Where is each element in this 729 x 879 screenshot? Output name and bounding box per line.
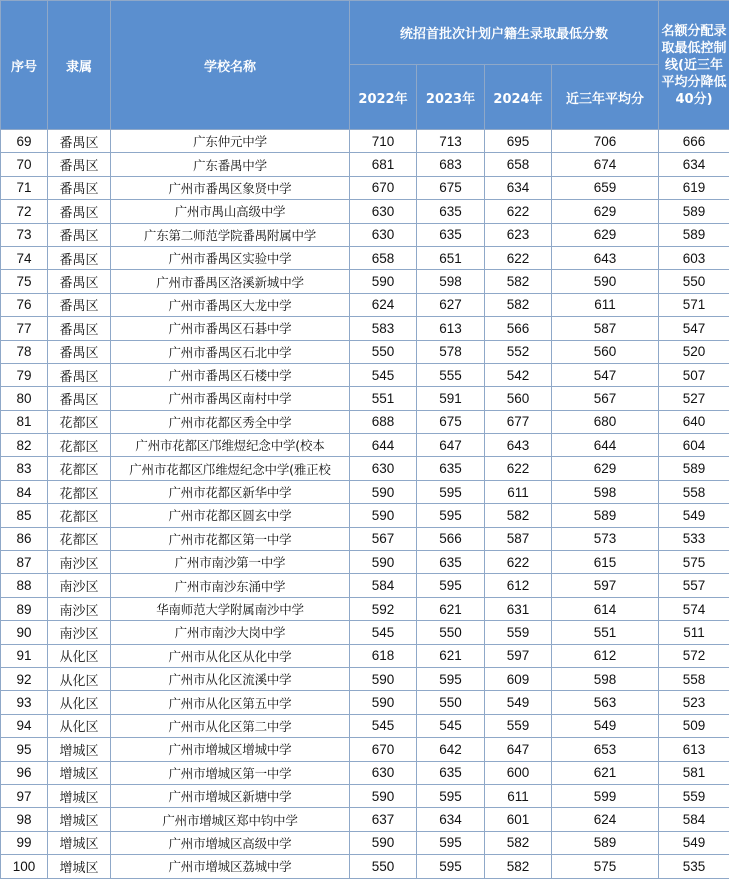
- cell-average: 547: [552, 363, 659, 386]
- cell-seq: 88: [1, 574, 48, 597]
- cell-seq: 89: [1, 597, 48, 620]
- cell-school: 广州市番禺区象贤中学: [111, 176, 350, 199]
- cell-average: 629: [552, 223, 659, 246]
- table-row: [1, 176, 729, 199]
- cell-2024: 634: [485, 176, 552, 199]
- cell-2023: 598: [417, 270, 485, 293]
- cell-district: 花都区: [48, 410, 111, 433]
- cell-2022: 637: [350, 808, 417, 831]
- table-row: [1, 714, 729, 737]
- cell-2022: 590: [350, 504, 417, 527]
- cell-seq: 93: [1, 691, 48, 714]
- cell-school: 广州市花都区邝维煜纪念中学(雅正校: [111, 457, 350, 480]
- table-row: [1, 808, 729, 831]
- cell-2024: 622: [485, 246, 552, 269]
- cell-average: 589: [552, 831, 659, 854]
- cell-2024: 622: [485, 551, 552, 574]
- cell-average: 643: [552, 246, 659, 269]
- cell-2023: 642: [417, 738, 485, 761]
- cell-average: 587: [552, 317, 659, 340]
- header-school: 学校名称: [111, 1, 350, 130]
- cell-seq: 77: [1, 317, 48, 340]
- cell-district: 番禺区: [48, 130, 111, 153]
- cell-average: 611: [552, 293, 659, 316]
- cell-seq: 83: [1, 457, 48, 480]
- cell-seq: 69: [1, 130, 48, 153]
- cell-2022: 545: [350, 363, 417, 386]
- cell-average: 549: [552, 714, 659, 737]
- cell-2024: 611: [485, 480, 552, 503]
- cell-2024: 552: [485, 340, 552, 363]
- cell-2023: 595: [417, 504, 485, 527]
- cell-quota: 509: [659, 714, 729, 737]
- cell-average: 629: [552, 200, 659, 223]
- table-row: [1, 340, 729, 363]
- cell-school: 广州市花都区邝维煜纪念中学(校本: [111, 434, 350, 457]
- cell-2022: 630: [350, 457, 417, 480]
- cell-2023: 550: [417, 621, 485, 644]
- cell-school: 广州市从化区从化中学: [111, 644, 350, 667]
- cell-2022: 550: [350, 340, 417, 363]
- table-row: [1, 738, 729, 761]
- cell-average: 706: [552, 130, 659, 153]
- cell-2022: 670: [350, 738, 417, 761]
- cell-quota: 619: [659, 176, 729, 199]
- cell-2022: 670: [350, 176, 417, 199]
- cell-average: 674: [552, 153, 659, 176]
- cell-district: 南沙区: [48, 597, 111, 620]
- cell-district: 番禺区: [48, 223, 111, 246]
- cell-district: 从化区: [48, 691, 111, 714]
- cell-district: 南沙区: [48, 574, 111, 597]
- cell-school: 广州市南沙东涌中学: [111, 574, 350, 597]
- cell-2024: 560: [485, 387, 552, 410]
- cell-2023: 635: [417, 200, 485, 223]
- table-row: [1, 387, 729, 410]
- cell-school: 广州市番禺区南村中学: [111, 387, 350, 410]
- cell-school: 广州市增城区郑中钧中学: [111, 808, 350, 831]
- cell-district: 花都区: [48, 504, 111, 527]
- cell-district: 增城区: [48, 738, 111, 761]
- cell-2022: 567: [350, 527, 417, 550]
- cell-2023: 591: [417, 387, 485, 410]
- cell-district: 番禺区: [48, 387, 111, 410]
- cell-2023: 621: [417, 644, 485, 667]
- cell-district: 番禺区: [48, 200, 111, 223]
- cell-2023: 595: [417, 480, 485, 503]
- cell-quota: 603: [659, 246, 729, 269]
- cell-2022: 590: [350, 480, 417, 503]
- cell-seq: 90: [1, 621, 48, 644]
- cell-quota: 571: [659, 293, 729, 316]
- cell-district: 花都区: [48, 527, 111, 550]
- cell-quota: 634: [659, 153, 729, 176]
- cell-2023: 595: [417, 831, 485, 854]
- cell-2024: 542: [485, 363, 552, 386]
- cell-school: 广州市番禺区石碁中学: [111, 317, 350, 340]
- table-row: [1, 200, 729, 223]
- header-seq: 序号: [1, 1, 48, 130]
- cell-quota: 584: [659, 808, 729, 831]
- cell-average: 598: [552, 667, 659, 690]
- cell-seq: 91: [1, 644, 48, 667]
- cell-2024: 611: [485, 784, 552, 807]
- cell-average: 575: [552, 855, 659, 878]
- cell-2022: 584: [350, 574, 417, 597]
- cell-quota: 527: [659, 387, 729, 410]
- cell-average: 590: [552, 270, 659, 293]
- cell-quota: 589: [659, 200, 729, 223]
- cell-school: 广东仲元中学: [111, 130, 350, 153]
- cell-2022: 630: [350, 761, 417, 784]
- table-row: [1, 457, 729, 480]
- cell-school: 广州市增城区第一中学: [111, 761, 350, 784]
- cell-district: 增城区: [48, 808, 111, 831]
- cell-quota: 613: [659, 738, 729, 761]
- cell-quota: 640: [659, 410, 729, 433]
- cell-2023: 578: [417, 340, 485, 363]
- cell-seq: 85: [1, 504, 48, 527]
- cell-2023: 566: [417, 527, 485, 550]
- table-header: [1, 1, 729, 130]
- cell-2024: 623: [485, 223, 552, 246]
- cell-quota: 550: [659, 270, 729, 293]
- cell-school: 广州市番禺区大龙中学: [111, 293, 350, 316]
- cell-school: 广州市增城区高级中学: [111, 831, 350, 854]
- cell-2023: 647: [417, 434, 485, 457]
- table-row: [1, 527, 729, 550]
- cell-school: 广州市番禺区实验中学: [111, 246, 350, 269]
- cell-seq: 98: [1, 808, 48, 831]
- cell-2024: 643: [485, 434, 552, 457]
- cell-district: 南沙区: [48, 621, 111, 644]
- table-row: [1, 130, 729, 153]
- cell-quota: 520: [659, 340, 729, 363]
- cell-2023: 550: [417, 691, 485, 714]
- cell-seq: 95: [1, 738, 48, 761]
- table-row: [1, 667, 729, 690]
- cell-2023: 595: [417, 667, 485, 690]
- cell-school: 广州市番禺区石北中学: [111, 340, 350, 363]
- table-row: [1, 831, 729, 854]
- cell-quota: 589: [659, 457, 729, 480]
- cell-seq: 79: [1, 363, 48, 386]
- cell-2022: 630: [350, 200, 417, 223]
- cell-2024: 658: [485, 153, 552, 176]
- cell-2022: 590: [350, 270, 417, 293]
- cell-2024: 609: [485, 667, 552, 690]
- cell-average: 644: [552, 434, 659, 457]
- cell-district: 番禺区: [48, 153, 111, 176]
- table-row: [1, 293, 729, 316]
- table-row: [1, 246, 729, 269]
- table-row: [1, 270, 729, 293]
- cell-2024: 582: [485, 831, 552, 854]
- cell-average: 598: [552, 480, 659, 503]
- cell-school: 广州市增城区增城中学: [111, 738, 350, 761]
- table-row: [1, 317, 729, 340]
- cell-2023: 634: [417, 808, 485, 831]
- cell-average: 621: [552, 761, 659, 784]
- cell-2023: 713: [417, 130, 485, 153]
- cell-2022: 630: [350, 223, 417, 246]
- cell-quota: 535: [659, 855, 729, 878]
- table-row: [1, 504, 729, 527]
- table-row: [1, 153, 729, 176]
- cell-2022: 545: [350, 621, 417, 644]
- cell-average: 659: [552, 176, 659, 199]
- cell-school: 广州市花都区秀全中学: [111, 410, 350, 433]
- cell-2023: 635: [417, 761, 485, 784]
- table-row: [1, 551, 729, 574]
- cell-2024: 622: [485, 200, 552, 223]
- cell-school: 广州市增城区荔城中学: [111, 855, 350, 878]
- cell-2024: 582: [485, 293, 552, 316]
- cell-average: 567: [552, 387, 659, 410]
- cell-average: 551: [552, 621, 659, 644]
- cell-seq: 86: [1, 527, 48, 550]
- cell-quota: 558: [659, 667, 729, 690]
- cell-2022: 590: [350, 831, 417, 854]
- cell-average: 624: [552, 808, 659, 831]
- cell-seq: 70: [1, 153, 48, 176]
- cell-average: 680: [552, 410, 659, 433]
- cell-quota: 547: [659, 317, 729, 340]
- cell-average: 612: [552, 644, 659, 667]
- cell-2023: 595: [417, 784, 485, 807]
- cell-district: 南沙区: [48, 551, 111, 574]
- cell-school: 广州市南沙第一中学: [111, 551, 350, 574]
- table-row: [1, 644, 729, 667]
- table-row: [1, 855, 729, 878]
- cell-2022: 681: [350, 153, 417, 176]
- table-row: [1, 761, 729, 784]
- cell-district: 从化区: [48, 714, 111, 737]
- cell-district: 从化区: [48, 667, 111, 690]
- cell-quota: 507: [659, 363, 729, 386]
- cell-quota: 604: [659, 434, 729, 457]
- cell-district: 花都区: [48, 457, 111, 480]
- cell-seq: 94: [1, 714, 48, 737]
- cell-average: 615: [552, 551, 659, 574]
- cell-quota: 549: [659, 504, 729, 527]
- cell-2024: 695: [485, 130, 552, 153]
- cell-school: 广州市南沙大岗中学: [111, 621, 350, 644]
- cell-seq: 78: [1, 340, 48, 363]
- cell-2024: 559: [485, 621, 552, 644]
- cell-seq: 82: [1, 434, 48, 457]
- cell-2022: 644: [350, 434, 417, 457]
- cell-2024: 612: [485, 574, 552, 597]
- cell-seq: 80: [1, 387, 48, 410]
- cell-2024: 587: [485, 527, 552, 550]
- header-group-title: 统招首批次计划户籍生录取最低分数: [350, 1, 659, 65]
- cell-quota: 572: [659, 644, 729, 667]
- table-row: [1, 480, 729, 503]
- cell-seq: 84: [1, 480, 48, 503]
- cell-2022: 590: [350, 784, 417, 807]
- cell-school: 广州市花都区圆玄中学: [111, 504, 350, 527]
- cell-quota: 533: [659, 527, 729, 550]
- cell-2024: 622: [485, 457, 552, 480]
- cell-school: 广州市从化区流溪中学: [111, 667, 350, 690]
- cell-2024: 600: [485, 761, 552, 784]
- header-2022: 2022年: [350, 65, 417, 130]
- cell-2023: 595: [417, 855, 485, 878]
- cell-2022: 545: [350, 714, 417, 737]
- cell-2022: 624: [350, 293, 417, 316]
- cell-2023: 635: [417, 551, 485, 574]
- cell-average: 589: [552, 504, 659, 527]
- cell-quota: 574: [659, 597, 729, 620]
- header-average: 近三年平均分: [552, 65, 659, 130]
- cell-2024: 582: [485, 504, 552, 527]
- cell-2022: 551: [350, 387, 417, 410]
- cell-seq: 71: [1, 176, 48, 199]
- table-row: [1, 410, 729, 433]
- cell-district: 番禺区: [48, 270, 111, 293]
- cell-2022: 590: [350, 551, 417, 574]
- cell-district: 增城区: [48, 784, 111, 807]
- cell-2023: 635: [417, 457, 485, 480]
- cell-2023: 545: [417, 714, 485, 737]
- cell-seq: 100: [1, 855, 48, 878]
- cell-quota: 549: [659, 831, 729, 854]
- cell-2023: 675: [417, 176, 485, 199]
- cell-average: 563: [552, 691, 659, 714]
- cell-quota: 557: [659, 574, 729, 597]
- cell-2024: 582: [485, 855, 552, 878]
- cell-average: 560: [552, 340, 659, 363]
- cell-quota: 581: [659, 761, 729, 784]
- cell-quota: 575: [659, 551, 729, 574]
- cell-school: 广州市禺山高级中学: [111, 200, 350, 223]
- table-body: [1, 130, 729, 879]
- cell-2024: 566: [485, 317, 552, 340]
- cell-average: 597: [552, 574, 659, 597]
- cell-seq: 92: [1, 667, 48, 690]
- table-row: [1, 621, 729, 644]
- cell-seq: 74: [1, 246, 48, 269]
- cell-2023: 683: [417, 153, 485, 176]
- cell-school: 广州市花都区第一中学: [111, 527, 350, 550]
- cell-school: 广州市增城区新塘中学: [111, 784, 350, 807]
- cell-2024: 582: [485, 270, 552, 293]
- table-row: [1, 223, 729, 246]
- cell-quota: 589: [659, 223, 729, 246]
- cell-seq: 73: [1, 223, 48, 246]
- cell-school: 广州市从化区第二中学: [111, 714, 350, 737]
- cell-district: 花都区: [48, 434, 111, 457]
- cell-school: 广州市番禺区石楼中学: [111, 363, 350, 386]
- cell-seq: 72: [1, 200, 48, 223]
- cell-2023: 621: [417, 597, 485, 620]
- header-quota: 名额分配录取最低控制线(近三年平均分降低40分): [659, 1, 729, 130]
- cell-2023: 555: [417, 363, 485, 386]
- cell-seq: 87: [1, 551, 48, 574]
- table-row: [1, 784, 729, 807]
- table-row: [1, 434, 729, 457]
- cell-school: 广州市番禺区洛溪新城中学: [111, 270, 350, 293]
- cell-quota: 523: [659, 691, 729, 714]
- cell-seq: 97: [1, 784, 48, 807]
- cell-quota: 511: [659, 621, 729, 644]
- cell-2024: 647: [485, 738, 552, 761]
- cell-district: 番禺区: [48, 340, 111, 363]
- cell-2024: 597: [485, 644, 552, 667]
- cell-district: 番禺区: [48, 176, 111, 199]
- table-row: [1, 363, 729, 386]
- cell-average: 629: [552, 457, 659, 480]
- cell-quota: 558: [659, 480, 729, 503]
- cell-school: 广州市从化区第五中学: [111, 691, 350, 714]
- cell-2023: 635: [417, 223, 485, 246]
- header-2024: 2024年: [485, 65, 552, 130]
- cell-2022: 710: [350, 130, 417, 153]
- cell-district: 番禺区: [48, 293, 111, 316]
- cell-district: 番禺区: [48, 363, 111, 386]
- cell-2023: 651: [417, 246, 485, 269]
- cell-quota: 559: [659, 784, 729, 807]
- cell-district: 增城区: [48, 831, 111, 854]
- cell-2022: 688: [350, 410, 417, 433]
- cell-district: 增城区: [48, 761, 111, 784]
- cell-2024: 677: [485, 410, 552, 433]
- cell-2022: 590: [350, 667, 417, 690]
- header-district: 隶属: [48, 1, 111, 130]
- table-row: [1, 597, 729, 620]
- cell-2022: 592: [350, 597, 417, 620]
- cell-average: 573: [552, 527, 659, 550]
- cell-2022: 618: [350, 644, 417, 667]
- cell-2022: 550: [350, 855, 417, 878]
- cell-quota: 666: [659, 130, 729, 153]
- cell-2024: 549: [485, 691, 552, 714]
- cell-2024: 631: [485, 597, 552, 620]
- cell-school: 华南师范大学附属南沙中学: [111, 597, 350, 620]
- cell-seq: 75: [1, 270, 48, 293]
- cell-2022: 583: [350, 317, 417, 340]
- cell-district: 番禺区: [48, 246, 111, 269]
- table-row: [1, 691, 729, 714]
- cell-2022: 658: [350, 246, 417, 269]
- table-row: [1, 574, 729, 597]
- cell-2024: 559: [485, 714, 552, 737]
- cell-seq: 96: [1, 761, 48, 784]
- cell-seq: 99: [1, 831, 48, 854]
- cell-seq: 76: [1, 293, 48, 316]
- header-2023: 2023年: [417, 65, 485, 130]
- cell-school: 广东番禺中学: [111, 153, 350, 176]
- cell-district: 番禺区: [48, 317, 111, 340]
- cell-district: 增城区: [48, 855, 111, 878]
- cell-2022: 590: [350, 691, 417, 714]
- cell-2024: 601: [485, 808, 552, 831]
- cell-2023: 613: [417, 317, 485, 340]
- cell-average: 599: [552, 784, 659, 807]
- cell-2023: 675: [417, 410, 485, 433]
- cell-2023: 627: [417, 293, 485, 316]
- cell-average: 614: [552, 597, 659, 620]
- cell-2023: 595: [417, 574, 485, 597]
- cell-district: 从化区: [48, 644, 111, 667]
- cell-seq: 81: [1, 410, 48, 433]
- cell-average: 653: [552, 738, 659, 761]
- cell-school: 广州市花都区新华中学: [111, 480, 350, 503]
- cell-school: 广东第二师范学院番禺附属中学: [111, 223, 350, 246]
- cell-district: 花都区: [48, 480, 111, 503]
